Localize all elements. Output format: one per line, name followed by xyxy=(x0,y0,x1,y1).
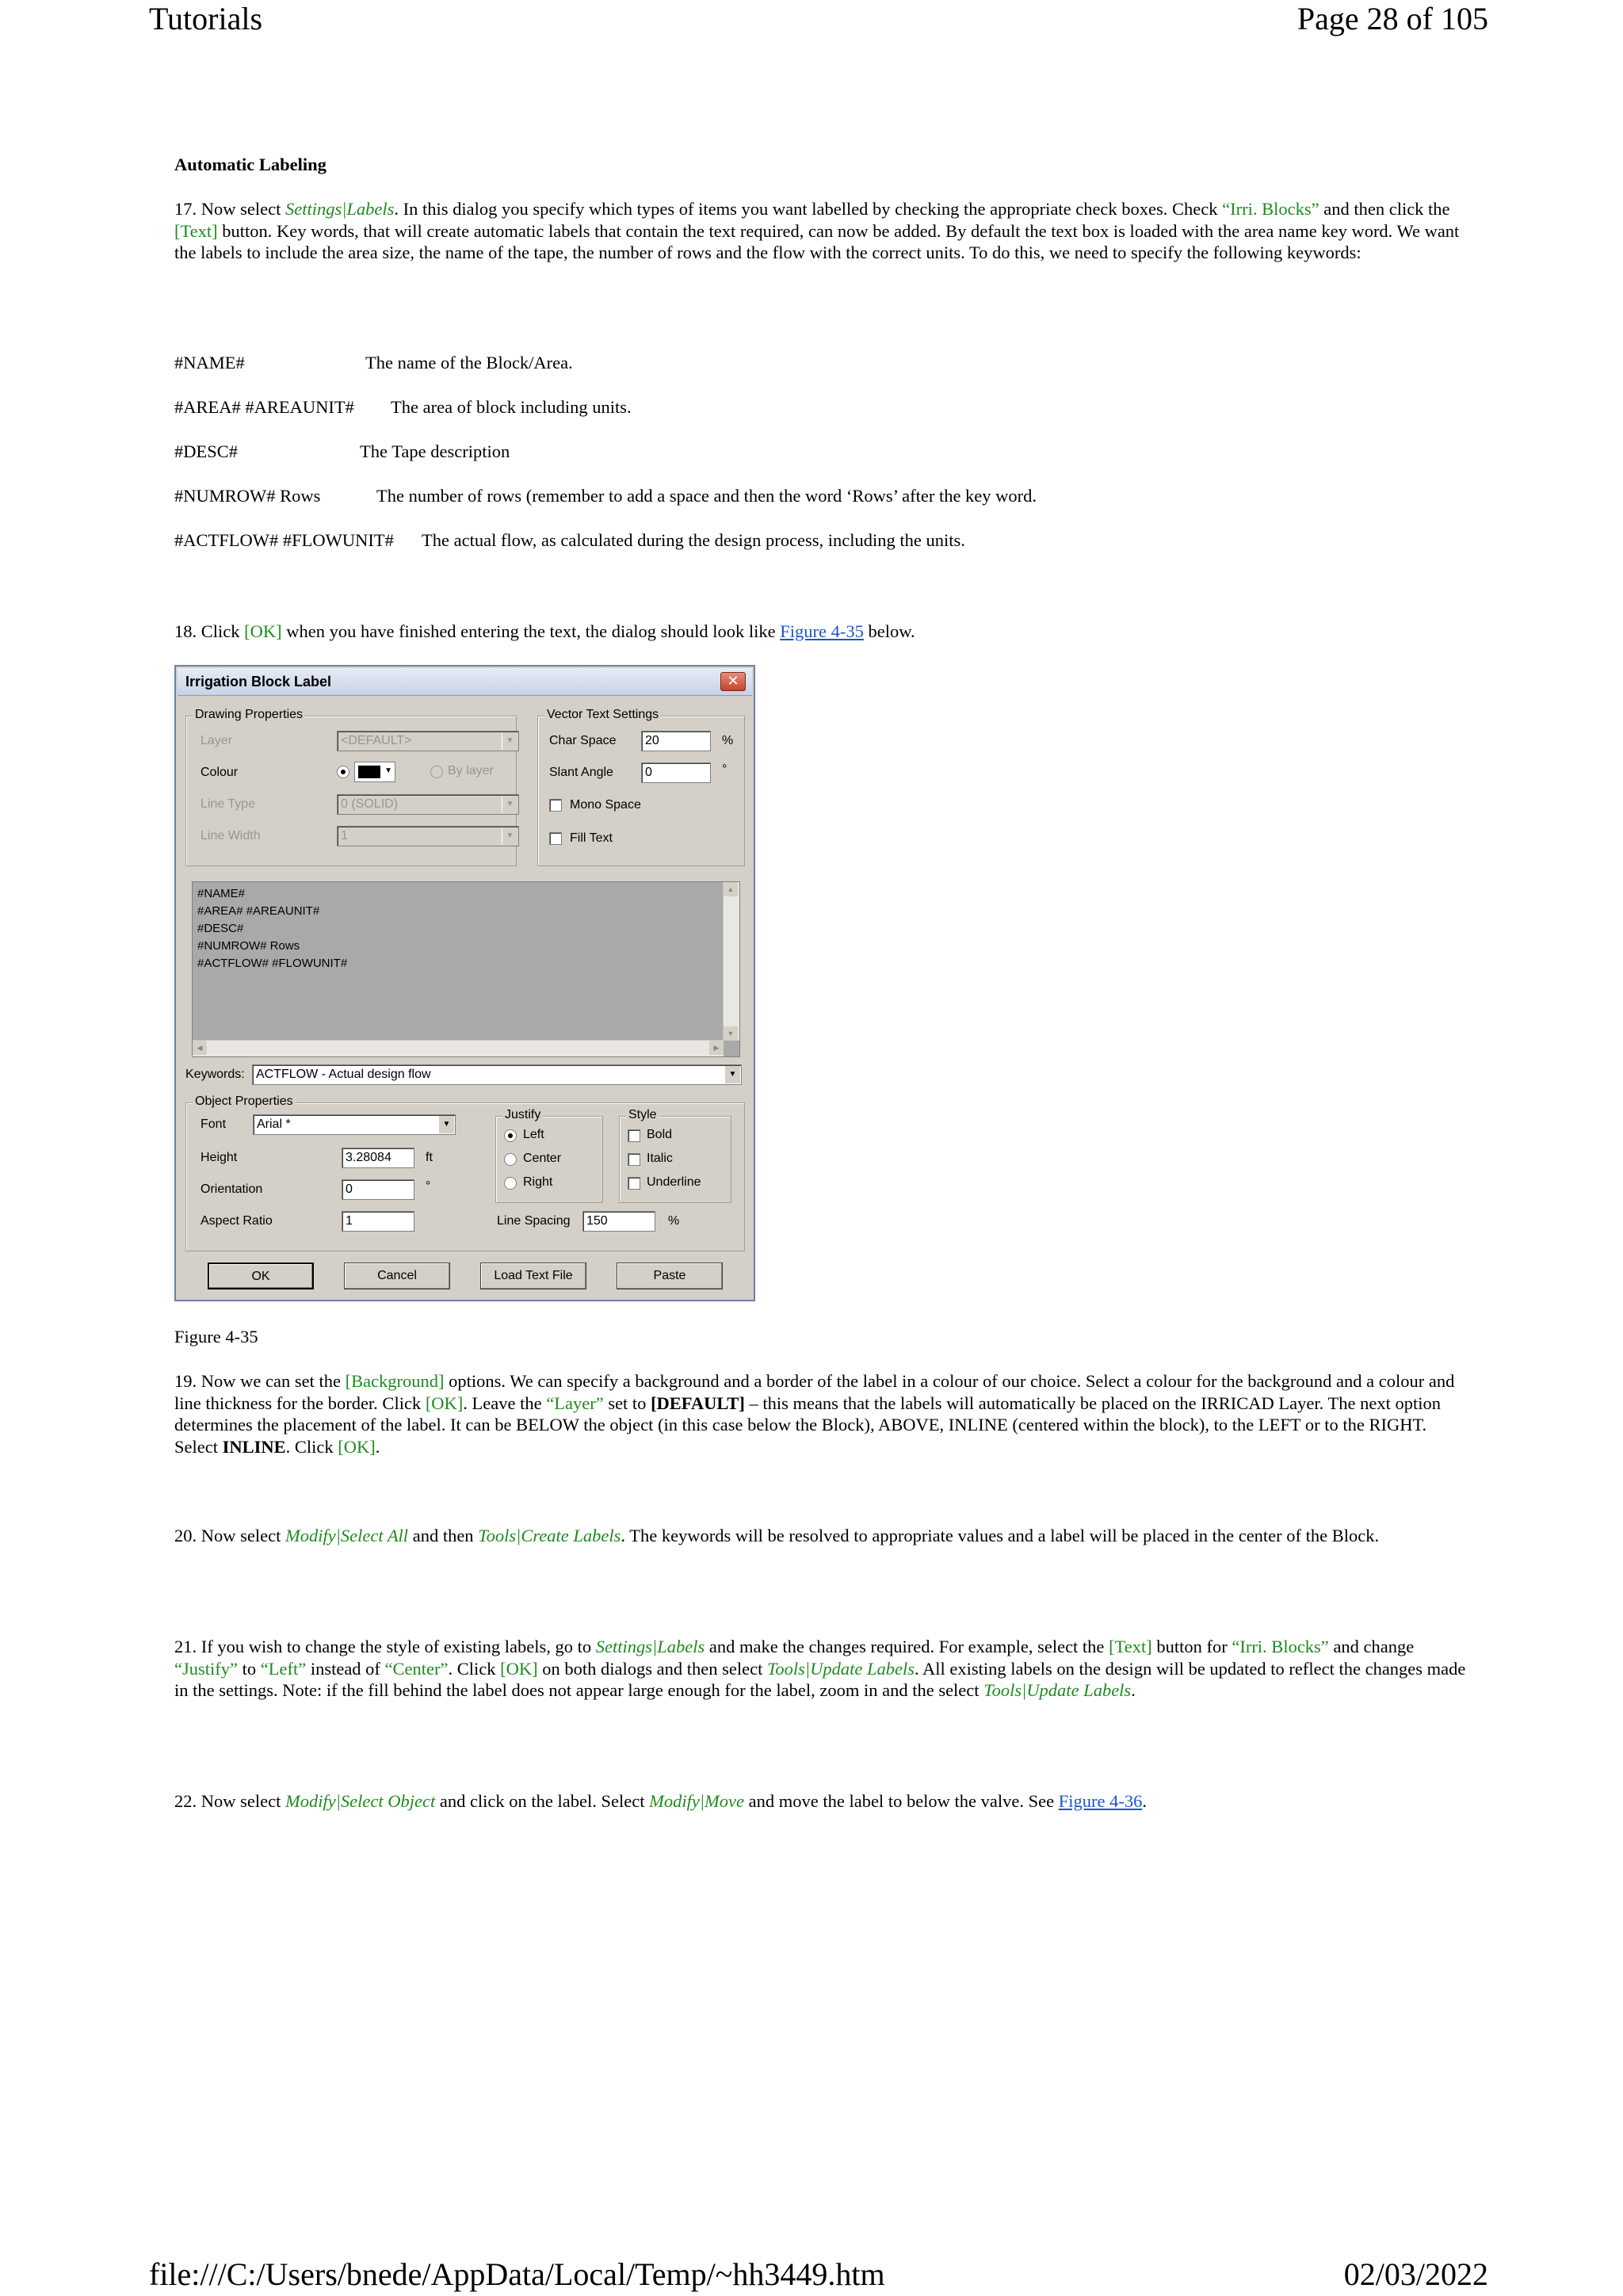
figure-caption: Figure 4-35 xyxy=(174,1327,258,1347)
justify-left-label: Left xyxy=(523,1128,544,1141)
ok-button[interactable]: OK xyxy=(208,1263,314,1289)
menu-ref-modify-select-object: Modify|Select Object xyxy=(285,1791,436,1811)
highlight-ok-button: [OK] xyxy=(244,621,282,641)
text: 19. Now we can set the xyxy=(174,1371,346,1391)
keywords-label: Keywords: xyxy=(185,1068,245,1081)
menu-ref-modify-move: Modify|Move xyxy=(649,1791,744,1811)
mono-space-label: Mono Space xyxy=(570,798,641,812)
highlight-ok-button: [OK] xyxy=(338,1436,376,1457)
step-19-paragraph xyxy=(174,1370,1466,1457)
paste-button[interactable]: Paste xyxy=(617,1263,723,1289)
justify-right-radio[interactable] xyxy=(504,1177,517,1190)
load-text-file-button[interactable]: Load Text File xyxy=(480,1263,586,1289)
text: button. Key words, that will create automatic labels that contain the text required, can now be added. By default the text box is loaded with the area name key word. We want the labels to include the area size, the name of the tape, the number of rows and the flow with the correct units. To do this, we need to specify the following keywords: xyxy=(174,220,1460,262)
line-spacing-label: Line Spacing xyxy=(497,1214,571,1228)
char-space-label: Char Space xyxy=(549,734,617,747)
colour-label: Colour xyxy=(200,766,239,779)
scroll-right-icon[interactable]: ▶ xyxy=(709,1041,724,1055)
text: . xyxy=(1131,1680,1136,1700)
line-type-select[interactable] xyxy=(337,794,519,815)
text: and change xyxy=(1328,1637,1415,1656)
text: 17. Now select xyxy=(174,199,285,219)
text: . xyxy=(1142,1791,1147,1811)
line-width-select[interactable] xyxy=(337,826,519,846)
layer-label: Layer xyxy=(200,734,233,747)
highlight-background-button: [Background] xyxy=(345,1371,445,1391)
highlight-justify: “Justify” xyxy=(174,1658,238,1679)
group-legend: Vector Text Settings xyxy=(544,708,661,722)
scroll-left-icon[interactable]: ◀ xyxy=(193,1041,207,1055)
fill-text-label: Fill Text xyxy=(570,831,613,845)
cancel-button[interactable]: Cancel xyxy=(344,1263,450,1289)
object-properties-group xyxy=(185,1095,745,1251)
chevron-down-icon: ▼ xyxy=(502,827,517,845)
scroll-down-icon[interactable]: ▼ xyxy=(724,1026,738,1041)
menu-ref-settings-labels: Settings|Labels xyxy=(285,199,395,219)
link-figure-4-36[interactable]: Figure 4-36 xyxy=(1058,1791,1143,1811)
orientation-input[interactable]: 0 xyxy=(342,1179,414,1200)
group-legend: Justify xyxy=(502,1108,543,1122)
section-title: Automatic Labeling xyxy=(174,155,327,174)
height-unit: ft xyxy=(426,1151,433,1164)
footer-file-path: file:///C:/Users/bnede/AppData/Local/Temp/~hh3449.htm xyxy=(149,2256,885,2292)
menu-ref-tools-create-labels: Tools|Create Labels xyxy=(478,1526,621,1545)
chevron-down-icon: ▼ xyxy=(502,796,517,813)
bold-label: Bold xyxy=(647,1128,673,1141)
by-layer-label: By layer xyxy=(448,764,494,777)
colour-radio[interactable] xyxy=(337,766,349,778)
keyword-row xyxy=(174,396,632,418)
keyword-name: #NUMROW# Rows xyxy=(174,486,321,506)
drawing-properties-group xyxy=(185,708,517,866)
text: . xyxy=(375,1436,380,1457)
highlight-left: “Left” xyxy=(260,1658,307,1679)
highlight-center: “Center” xyxy=(384,1658,449,1679)
irrigation-block-label-dialog xyxy=(174,665,755,1301)
menu-ref-tools-update-labels: Tools|Update Labels xyxy=(983,1680,1132,1700)
keyword-description: The actual flow, as calculated during the design process, including the units. xyxy=(422,530,965,550)
scroll-up-icon[interactable]: ▲ xyxy=(724,882,738,896)
keyword-row xyxy=(174,529,965,552)
font-value: Arial * xyxy=(257,1117,291,1131)
text: . Click xyxy=(448,1658,501,1679)
highlight-ok-button: [OK] xyxy=(500,1658,538,1679)
text: . Click xyxy=(285,1436,338,1457)
page-number: Page 28 of 105 xyxy=(1296,1,1488,36)
slant-angle-input[interactable]: 0 xyxy=(641,762,711,783)
justify-center-label: Center xyxy=(523,1152,562,1165)
style-group xyxy=(619,1108,731,1203)
fill-text-checkbox[interactable] xyxy=(549,832,562,845)
text: 18. Click xyxy=(174,621,245,641)
text: . Leave the xyxy=(463,1392,547,1413)
group-legend: Object Properties xyxy=(193,1095,296,1109)
step-17-paragraph xyxy=(174,198,1466,264)
text: 22. Now select xyxy=(174,1791,285,1811)
justify-right-label: Right xyxy=(523,1175,553,1189)
text: and make the changes required. For example, select the xyxy=(705,1637,1109,1656)
step-20-paragraph xyxy=(174,1525,1466,1547)
chevron-down-icon: ▼ xyxy=(384,766,392,775)
highlight-irri-blocks: “Irri. Blocks” xyxy=(1232,1637,1329,1656)
keywords-value: ACTFLOW - Actual design flow xyxy=(256,1068,431,1081)
vertical-scrollbar[interactable] xyxy=(723,882,739,1041)
highlight-layer: “Layer” xyxy=(546,1392,604,1413)
keyword-row xyxy=(174,352,573,374)
keyword-name: #ACTFLOW# #FLOWUNIT# xyxy=(174,530,394,550)
underline-label: Underline xyxy=(647,1175,701,1189)
footer-date: 02/03/2022 xyxy=(1343,2256,1488,2292)
keyword-description: The name of the Block/Area. xyxy=(365,353,573,372)
layer-select[interactable] xyxy=(337,731,519,751)
text: set to xyxy=(603,1392,651,1413)
header-title: Tutorials xyxy=(149,1,263,36)
slant-angle-unit: ° xyxy=(722,762,727,776)
text: and move the label to below the valve. See xyxy=(744,1791,1059,1811)
step-22-paragraph xyxy=(174,1790,1466,1813)
justify-center-radio[interactable] xyxy=(504,1153,517,1166)
label-text-area[interactable] xyxy=(192,881,740,1057)
keyword-description: The Tape description xyxy=(360,441,510,461)
chevron-down-icon: ▼ xyxy=(502,732,517,750)
close-button[interactable]: ✕ xyxy=(720,672,746,691)
highlight-text-button: [Text] xyxy=(174,220,218,241)
colour-picker[interactable] xyxy=(354,762,395,782)
chevron-down-icon: ▼ xyxy=(724,1066,740,1083)
menu-ref-tools-update-labels: Tools|Update Labels xyxy=(766,1658,915,1679)
line-width-value: 1 xyxy=(341,829,348,842)
link-figure-4-35[interactable]: Figure 4-35 xyxy=(780,621,864,641)
orientation-label: Orientation xyxy=(200,1182,263,1196)
group-legend: Drawing Properties xyxy=(193,708,305,722)
highlight-ok-button: [OK] xyxy=(425,1392,464,1413)
italic-checkbox[interactable] xyxy=(628,1153,640,1166)
colour-swatch xyxy=(358,766,380,778)
line-type-value: 0 (SOLID) xyxy=(341,797,399,811)
text: options. We can specify a background and a border of the label in a colour of our choice. Select a colour for the background and a colour and line thickness for the border. Click xyxy=(174,1371,1455,1413)
vector-text-settings-group xyxy=(537,708,745,866)
aspect-ratio-label: Aspect Ratio xyxy=(200,1214,273,1228)
char-space-unit: % xyxy=(722,734,734,747)
line-type-label: Line Type xyxy=(200,797,256,811)
char-space-input[interactable]: 20 xyxy=(641,731,711,751)
line-spacing-input[interactable]: 150 xyxy=(582,1211,655,1232)
highlight-text-button: [Text] xyxy=(1109,1637,1152,1656)
keyword-name: #AREA# #AREAUNIT# xyxy=(174,397,354,417)
by-layer-radio[interactable] xyxy=(430,766,443,778)
font-label: Font xyxy=(200,1117,227,1131)
underline-checkbox[interactable] xyxy=(628,1177,640,1190)
dialog-title: Irrigation Block Label xyxy=(185,674,332,690)
keyword-description: The area of block including units. xyxy=(391,397,632,417)
horizontal-scrollbar[interactable] xyxy=(193,1040,724,1056)
text: and click on the label. Select xyxy=(435,1791,650,1811)
text: . In this dialog you specify which types of items you want labelled by checking the appropriate check boxes. Check xyxy=(394,199,1223,219)
text: instead of xyxy=(306,1658,385,1679)
layer-value: <DEFAULT> xyxy=(341,734,412,747)
justify-left-radio[interactable] xyxy=(504,1129,517,1142)
text: to xyxy=(237,1658,261,1679)
orientation-unit: ° xyxy=(426,1179,431,1193)
label-text-content: #NAME# #AREA# #AREAUNIT# #DESC# #NUMROW# Rows #ACTFLOW# #FLOWUNIT# xyxy=(197,887,348,970)
highlight-irri-blocks: “Irri. Blocks” xyxy=(1222,199,1319,219)
text: . All existing labels on the design will be updated to reflect the changes made in the settings. Note: if the fill behind the label does not appear large enough for the label, zoom in and the select xyxy=(174,1658,1466,1700)
dialog-titlebar xyxy=(178,668,752,696)
chevron-down-icon: ▼ xyxy=(438,1116,454,1133)
text: on both dialogs and then select xyxy=(537,1658,767,1679)
menu-ref-settings-labels: Settings|Labels xyxy=(595,1637,705,1656)
keyword-list xyxy=(174,352,1466,558)
text: button for xyxy=(1151,1637,1232,1656)
text: – this means that the labels will automatically be placed on the IRRICAD Layer. The next option determines the placement of the label. It can be BELOW the object (in this case below the Block), ABOVE, INLINE (centered within the block), to the LEFT or to the RIGHT. Select xyxy=(174,1392,1441,1457)
keywords-select[interactable] xyxy=(252,1064,742,1085)
bold-default: [DEFAULT] xyxy=(651,1392,745,1413)
text: 20. Now select xyxy=(174,1526,285,1545)
bold-checkbox[interactable] xyxy=(628,1129,640,1142)
line-spacing-unit: % xyxy=(668,1214,680,1228)
justify-group xyxy=(495,1108,603,1203)
slant-angle-label: Slant Angle xyxy=(549,766,613,779)
mono-space-checkbox[interactable] xyxy=(549,799,562,812)
keyword-row xyxy=(174,441,510,463)
text: . The keywords will be resolved to appropriate values and a label will be placed in the center of the Block. xyxy=(621,1526,1380,1545)
text: and then click the xyxy=(1319,199,1450,219)
text: below. xyxy=(863,621,915,641)
keyword-name: #NAME# xyxy=(174,353,245,372)
height-label: Height xyxy=(200,1151,238,1164)
text: when you have finished entering the text, the dialog should look like xyxy=(281,621,781,641)
menu-ref-modify-select-all: Modify|Select All xyxy=(285,1526,409,1545)
italic-label: Italic xyxy=(647,1152,673,1165)
keyword-name: #DESC# xyxy=(174,441,239,461)
step-21-paragraph xyxy=(174,1636,1466,1702)
font-select[interactable] xyxy=(253,1114,456,1135)
group-legend: Style xyxy=(626,1108,659,1122)
height-input[interactable]: 3.28084 xyxy=(342,1148,414,1168)
keyword-row xyxy=(174,485,1037,507)
text: 21. If you wish to change the style of existing labels, go to xyxy=(174,1637,596,1656)
line-width-label: Line Width xyxy=(200,829,261,842)
bold-inline: INLINE xyxy=(222,1436,286,1457)
keyword-description: The number of rows (remember to add a space and then the word ‘Rows’ after the key word. xyxy=(376,486,1037,506)
step-18-paragraph xyxy=(174,621,1466,643)
text: and then xyxy=(408,1526,479,1545)
aspect-ratio-input[interactable]: 1 xyxy=(342,1211,414,1232)
